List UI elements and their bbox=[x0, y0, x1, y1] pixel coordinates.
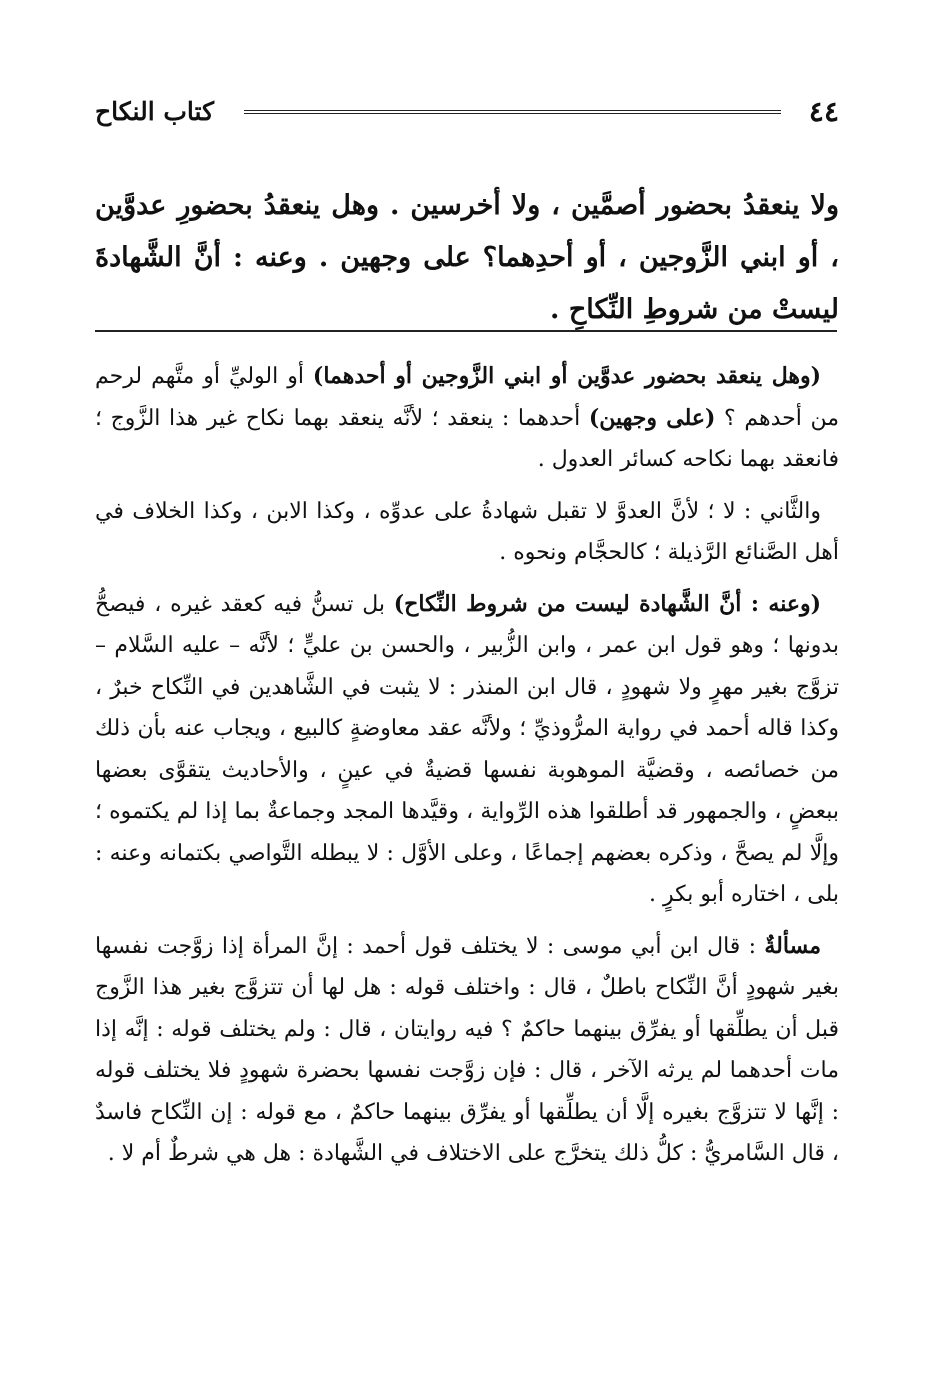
main-text-content: ولا ينعقدُ بحضور أصمَّين ، ولا أخرسين . وهل ينعقدُ بحضورِ عدوَّين ، أو ابني الزَّوجين ، أو أحدِهما؟ على وجهين . وعنه : أنَّ الشَّهادةَ ليستْ من شروطِ النِّكاحِ . bbox=[95, 190, 839, 325]
page-header bbox=[95, 92, 839, 132]
main-text bbox=[95, 180, 839, 336]
commentary-text: بل تسنُّ فيه كعقد غيره ، فيصحُّ بدونها ؛ وهو قول ابن عمر ، وابن الزُّبير ، والحسن بن عليٍّ ؛ لأنَّه – عليه السَّلام – تزوَّج بغير مهرٍ ولا شهودٍ ، قال ابن المنذر : لا يثبت في الشَّاهدين في النِّكاح خبرٌ ، وكذا قاله أحمد في رواية المرُّوذيِّ ؛ ولأنَّه عقد معاوضةٍ كالبيع ، ويجاب عنه بأن ذلك من خصائصه ، وقضيَّة الموهوبة نفسها قضيةٌ في عينٍ ، والأحاديث يتقوَّى بعضها ببعضٍ ، والجمهور قد أطلقوا هذه الرِّواية ، وقيَّدها المجد وجماعةٌ بما إذا لم يكتموه ؛ وإلَّا لم يصحَّ ، وذكره بعضهم إجماعًا ، وعلى الأوَّل : لا يبطله التَّواصي بكتمانه وعنه : بلى ، اختاره أبو بكرٍ . bbox=[95, 591, 839, 907]
commentary-paragraph-3 bbox=[95, 584, 839, 916]
book-title: كتاب النكاح bbox=[95, 97, 214, 126]
commentary-paragraph-1 bbox=[95, 356, 839, 481]
page-number: ٤٤ bbox=[808, 95, 839, 128]
commentary bbox=[95, 356, 839, 1185]
header-rule bbox=[244, 110, 781, 114]
commentary-text: : قال ابن أبي موسى : لا يختلف قول أحمد : إنَّ المرأة إذا زوَّجت نفسها بغير شهودٍ أنَّ النِّكاح باطلٌ ، قال : واختلف قوله : هل لها أن تتزوَّج بغير هذا الزَّوج قبل أن يطلِّقها أو يفرِّق بينهما حاكمٌ ؟ فيه روايتان ، قال : ولم يختلف قوله : إنَّه إذا مات أحدهما لم يرثه الآخر ، قال : فإن زوَّجت نفسها بحضرة شهودٍ فلا يختلف قوله : إنَّها لا تتزوَّج بغيره إلَّا أن يطلِّقها أو يفرِّق بينهما حاكمٌ ، مع قوله : إن النِّكاح فاسدٌ ، قال السَّامريُّ : كلُّ ذلك يتخرَّج على الاختلاف في الشَّهادة : هل هي شرطٌ أم لا . bbox=[95, 933, 839, 1166]
commentary-paragraph-2 bbox=[95, 491, 839, 574]
commentary-text: والثَّاني : لا ؛ لأنَّ العدوَّ لا تقبل شهادةُ على عدوِّه ، وكذا الابن ، وكذا الخلاف في أهل الصَّنائع الرَّذيلة ؛ كالحجَّام ونحوه . bbox=[95, 498, 839, 565]
quoted-matn: (وهل ينعقد بحضور عدوَّين أو ابني الزَّوجين أو أحدهما) bbox=[312, 363, 821, 389]
issue-heading: مسألةٌ bbox=[764, 932, 821, 959]
text-separator bbox=[95, 330, 837, 332]
quoted-matn: (وعنه : أنَّ الشَّهادة ليست من شروط النِّكاح) bbox=[393, 590, 821, 617]
commentary-paragraph-4 bbox=[95, 926, 839, 1175]
quoted-matn: (على وجهين) bbox=[588, 404, 716, 431]
commentary-text: أحدهما : ينعقد ؛ لأنَّه ينعقد بهما نكاح غير هذا الزَّوج ؛ فانعقد بهما نكاحه كسائر العدول . bbox=[95, 405, 839, 472]
commentary-text: أو الوليِّ أو متَّهم لرحم من أحدهم ؟ bbox=[95, 364, 839, 431]
